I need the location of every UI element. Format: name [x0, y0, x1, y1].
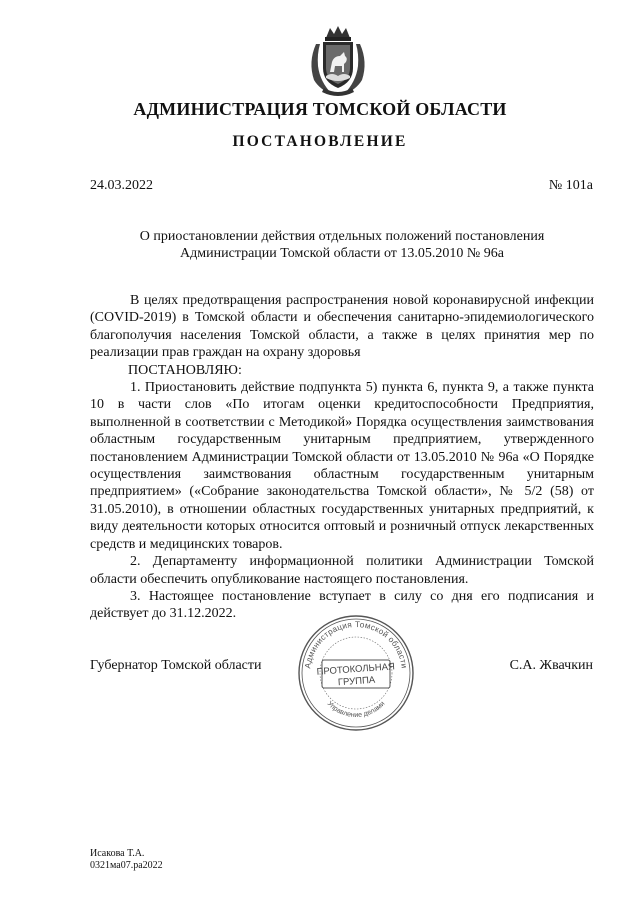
subject-line: О приостановлении действия отдельных положений постановления	[139, 229, 545, 244]
document-code: 0321ма07.ра2022	[90, 860, 163, 871]
svg-text:Управление делами	[326, 700, 387, 719]
document-number: № 101а	[548, 178, 593, 193]
footer-note	[90, 848, 163, 872]
stamp-ring-text: Администрация Томской области	[303, 619, 409, 670]
executor-name: Исакова Т.А.	[90, 848, 145, 859]
signer-position: Губернатор Томской области	[90, 658, 262, 673]
preamble-paragraph: В целях предотвращения распространения новой коронавирусной инфекции (COVID-2019) в Томской области и обеспечения санитарно-эпидемиологического благополучия населения Томской области, а также в целях принятия мер по реализации прав граждан на охрану здоровья	[90, 293, 594, 361]
organization-title: АДМИНИСТРАЦИЯ ТОМСКОЙ ОБЛАСТИ	[133, 99, 507, 119]
decree-item: 2. Департаменту информационной политики Администрации Томской области обеспечить опубликование настоящего постановления.	[90, 554, 594, 587]
decree-item: 1. Приостановить действие подпункта 5) пункта 6, пункта 9, а также пункта 10 в части слов «По итогам оценки кредитоспособности Предприятия, выполненной в соответствии с Методикой» Порядка осуществления заимствования областным государственным унитарным предприятием, утвержденного постановлением Администрации Томской области от 13.05.2010 № 96а «О Порядке осуществления заимствования областным государственным унитарным предприятием» («Собрание законодательства Томской области», № 5/2 (58) от 31.05.2010), в отношении областных государственных унитарных предприятий, к виду деятельности которых относится оптовый и розничный отпуск лекарственных средств и медицинских товаров.	[90, 380, 594, 552]
document-subject	[90, 228, 594, 262]
official-stamp	[296, 613, 416, 733]
document-body	[90, 292, 594, 623]
document-type-title: ПОСТАНОВЛЕНИЕ	[232, 133, 408, 150]
document-date: 24.03.2022	[90, 178, 153, 193]
decree-word: ПОСТАНОВЛЯЮ:	[128, 362, 242, 378]
tomsk-coat-of-arms-icon	[302, 22, 374, 98]
subject-line: Администрации Томской области от 13.05.2010 № 96а	[180, 246, 504, 261]
stamp-center-line: ПРОТОКОЛЬНАЯ	[316, 661, 396, 678]
decree-item: 3. Настоящее постановление вступает в силу со дня его подписания и действует до 31.12.2022.	[90, 588, 594, 622]
stamp-center-line: ГРУППА	[337, 674, 376, 689]
stamp-bottom-text: Управление делами	[325, 700, 387, 720]
signer-name: С.А. Жвачкин	[509, 658, 593, 673]
